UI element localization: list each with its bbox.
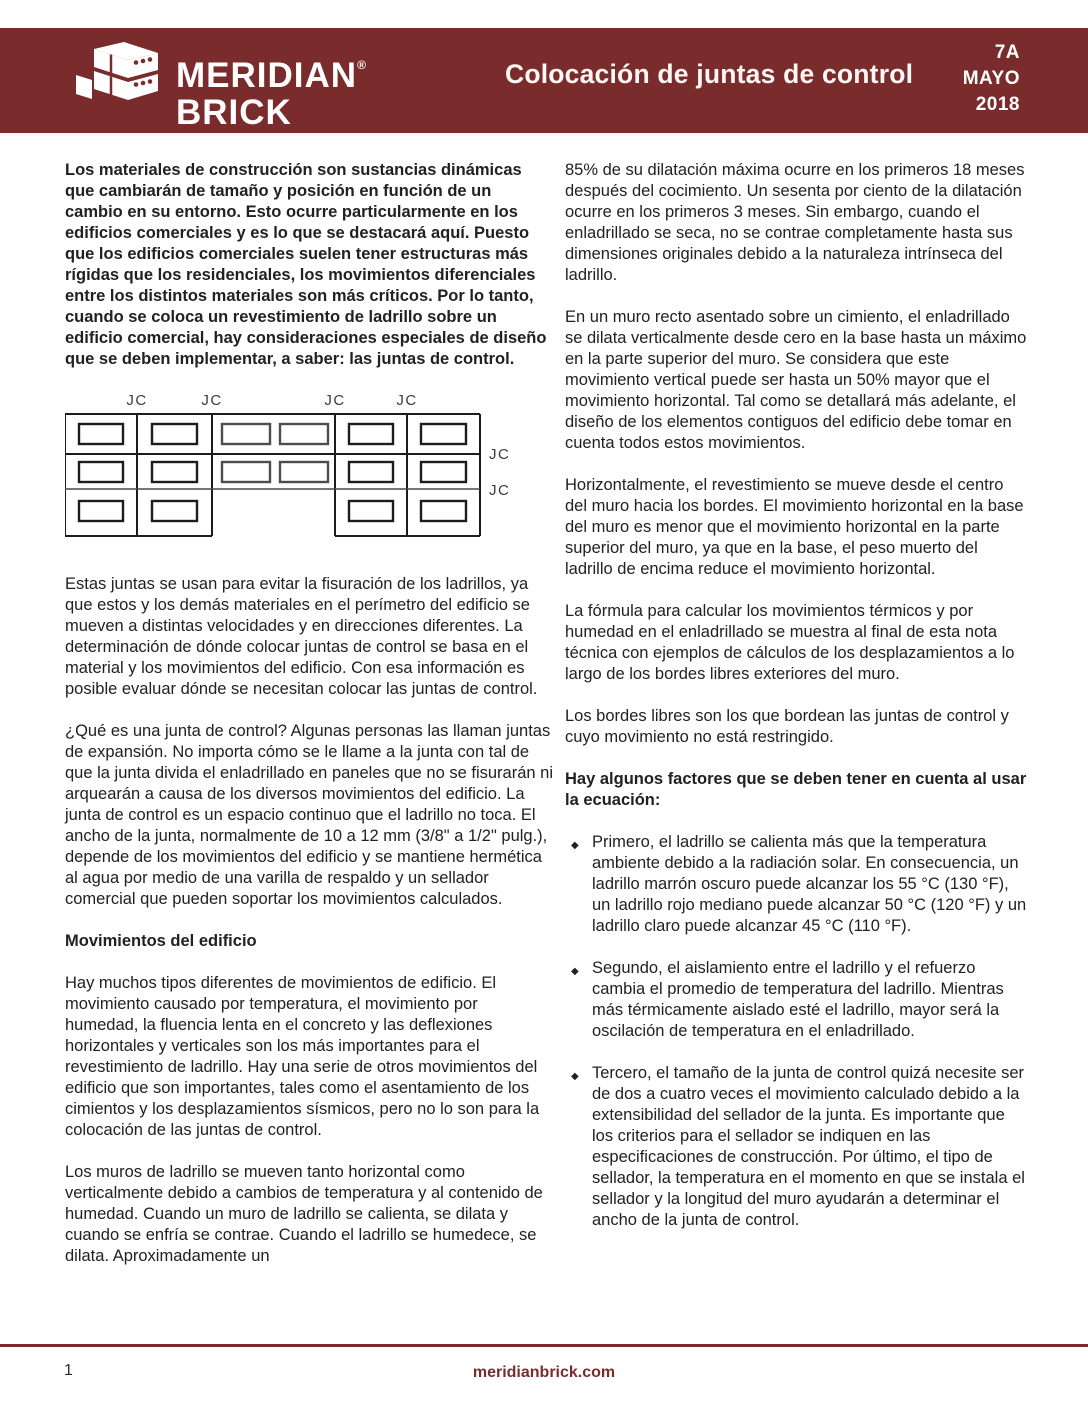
list-item [565, 832, 1027, 937]
jc-label-top-2: JC [201, 392, 223, 409]
paragraph-what-is-control-joint: ¿Qué es una junta de control? Algunas personas las llaman juntas de expansión. No importa cómo se le llame a la junta con tal de que la junta divida el enladrillado en paneles que no se fisurarán ni arquearán a causa de los diversos movimientos del edificio. La junta de control es un espacio continuo que el ladrillo no toca. El ancho de la junta, normalmente de 10 a 12 mm (3/8" a 1/2" pulg.), depende de los movimientos del edificio y se mantiene hermética al agua por medio de una varilla de respaldo y un sellador comercial que pueden soportar los movimientos calculados. [65, 722, 554, 908]
factor-text-3: Tercero, el tamaño de la junta de control quizá necesite ser de dos a cuatro veces el movimiento calculado debido a la extensibilidad del sellador de la junta. Es importante que los criterios para el sellador se indiquen en las especificaciones de construcción. Por último, el tipo de sellador, la temperatura en el momento en que se instala el sellador y la longitud del muro ayudarán a determinar el ancho de la junta de control. [592, 1064, 1025, 1229]
jc-label-top-1: JC [126, 392, 148, 409]
right-column [565, 160, 1027, 1252]
jc-label-right-2: JC [489, 482, 511, 499]
page-title: Colocación de juntas de control [505, 59, 914, 89]
jc-label-top-4: JC [396, 392, 418, 409]
list-item [565, 958, 1027, 1042]
header-bar [0, 28, 1088, 133]
left-column [65, 160, 553, 1288]
doc-meta [963, 40, 1020, 118]
wall-outline [65, 414, 480, 536]
control-joint-diagram [65, 391, 553, 543]
paragraph-horizontal-movement: Horizontalmente, el revestimiento se mueve desde el centro del muro hacia los bordes. El movimiento horizontal en la base del muro es menor que el movimiento horizontal en la parte superior del muro, ya que en la base, el peso muerto del ladrillo de encima reduce el movimiento horizontal. [565, 476, 1024, 578]
brand-wordmark [176, 47, 366, 131]
website-link[interactable]: meridianbrick.com [472, 1364, 616, 1381]
page-number: 1 [64, 1362, 73, 1379]
paragraph-walls-move: Los muros de ladrillo se mueven tanto horizontal como verticalmente debido a cambios de temperatura y al contenido de humedad. Cuando un muro de ladrillo se calienta, se dilata y cuando se enfría se contrae. Cuando el ladrillo se humedece, se dilata. Aproximadamente un [65, 1163, 543, 1265]
paragraph-joints-purpose: Estas juntas se usan para evitar la fisuración de los ladrillos, ya que estos y los demás materiales en el perímetro del edificio se mueven a distintas velocidades y en direcciones diferentes. La determinación de dónde colocar juntas de control se basa en el material y los movimientos del edificio. Con esa información es posible evaluar dónde se necesitan colocar las juntas de control. [65, 575, 538, 698]
factor-text-1: Primero, el ladrillo se calienta más que la temperatura ambiente debido a la radiación solar. En consecuencia, un ladrillo marrón oscuro puede alcanzar los 55 °C (130 °F), un ladrillo rojo mediano puede alcanzar 50 °C (120 °F) y un ladrillo claro puede alcanzar 45 °C (110 °F). [592, 833, 1027, 935]
brand-name: MERIDIAN [176, 56, 358, 95]
intro-paragraph: Los materiales de construcción son sustancias dinámicas que cambiarán de tamaño y posición en función de un cambio en su entorno. Esto ocurre particularmente en los edificios comerciales y es lo que se destacará aquí. Puesto que los edificios comerciales suelen tener estructuras más rígidas que los residenciales, los movimientos diferenciales entre los distintos materiales son más críticos. Por lo tanto, cuando se coloca un revestimiento de ladrillo sobre un edificio comercial, hay consideraciones especiales de diseño que se deben implementar, a saber: las juntas de control. [65, 161, 547, 368]
paragraph-formula: La fórmula para calcular los movimientos térmicos y por humedad en el enladrillado se muestra al final de esta nota técnica con ejemplos de cálculos de los desplazamientos a lo largo de los bordes libres exteriores del muro. [565, 602, 1015, 683]
list-item [565, 1063, 1027, 1231]
brand-logo [70, 39, 366, 131]
footer-divider [0, 1344, 1088, 1347]
paragraph-free-edges: Los bordes libres son los que bordean las juntas de control y cuyo movimiento no está restringido. [565, 707, 1009, 746]
bullet-diamond-icon: ◆ [571, 966, 579, 977]
doc-month: MAYO [962, 68, 1020, 89]
paragraph-expansion-rate: 85% de su dilatación máxima ocurre en los primeros 18 meses después del cocimiento. Un sesenta por ciento de la dilatación ocurre en los primeros 3 meses. Sin embargo, cuando el enladrillado se seca, no se contrae completamente hasta sus dimensiones originales debido a la naturaleza intrínseca del ladrillo. [565, 161, 1025, 284]
doc-code: 7A [994, 42, 1020, 63]
brand-line-2: BRICK [176, 93, 292, 132]
factors-heading: Hay algunos factores que se deben tener en cuenta al usar la ecuación: [565, 770, 1027, 809]
brand-line-1 [176, 47, 366, 94]
factors-list [565, 832, 1027, 1231]
paragraph-movement-types: Hay muchos tipos diferentes de movimientos de edificio. El movimiento causado por temperatura, el movimiento por humedad, la fluencia lenta en el concreto y las deflexiones horizontales y verticales son los más importantes para el revestimiento de ladrillo. Hay una serie de otros movimientos del edificio que son importantes, tales como el asentamiento de los cimientos y los desplazamientos sísmicos, pero no lo son para la colocación de las juntas de control. [65, 974, 540, 1139]
jc-label-top-3: JC [324, 392, 346, 409]
jc-label-right-1: JC [489, 446, 511, 463]
registered-mark: ® [357, 58, 366, 72]
paragraph-straight-wall: En un muro recto asentado sobre un cimiento, el enladrillado se dilata verticalmente desde cero en la base hasta un máximo en la parte superior del muro. Se considera que este movimiento vertical puede ser hasta un 50% mayor que el movimiento horizontal. Tal como se detallará más adelante, el diseño de los elementos contiguos del edificio debe tomar en cuenta todos estos movimientos. [565, 308, 1027, 452]
doc-year: 2018 [975, 94, 1020, 115]
brick-stack-icon [70, 39, 162, 121]
bullet-diamond-icon: ◆ [571, 840, 579, 851]
factor-text-2: Segundo, el aislamiento entre el ladrillo y el refuerzo cambia el promedio de temperatura del ladrillo. Mientras más térmicamente aislado esté el ladrillo, mayor será la oscilación de temperatura en el enladrillado. [592, 959, 1004, 1040]
bullet-diamond-icon: ◆ [571, 1071, 579, 1082]
section-heading-building-movements: Movimientos del edificio [65, 932, 257, 950]
